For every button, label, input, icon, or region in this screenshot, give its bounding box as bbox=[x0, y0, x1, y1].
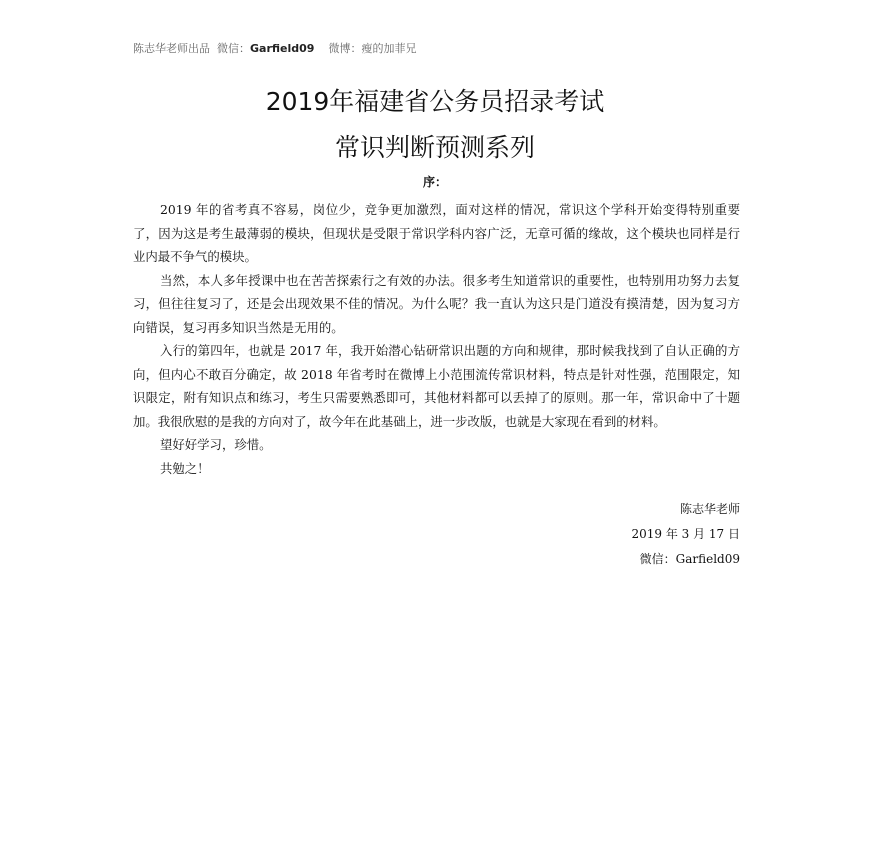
page-header bbox=[133, 40, 416, 56]
paragraph: 2019 年的省考真不容易，岗位少，竞争更加激烈，面对这样的情况，常识这个学科开始变得特别重要了，因为这是考生最薄弱的模块，但现状是受限于常识学科内容广泛，无章可循的缘故，这个模块也同样是行业内最不争气的模块。 bbox=[133, 202, 740, 264]
paragraph: 共勉之！ bbox=[160, 460, 210, 476]
document-title: 2019年福建省公务员招录考试 bbox=[265, 87, 605, 116]
header-wechat-label: 微信： bbox=[217, 42, 250, 55]
paragraph: 入行的第四年，也就是 2017 年，我开始潜心钻研常识出题的方向和规律，那时候我找到了自认正确的方向，但内心不敢百分确定，故 2018 年省考时在微博上小范围流传常识材料，特点是针对性强，范围限定，知识限定，附有知识点和练习，考生只需要熟悉即可，其他材料都可以丢掉了的原则。那一年，常识命中了十题加。我很欣慰的是我的方向对了，故今年在此基础上，进一步改版，也就是大家现在看到的材料。 bbox=[133, 343, 740, 429]
paragraph: 当然，本人多年授课中也在苦苦探索行之有效的办法。很多考生知道常识的重要性，也特别用功努力去复习，但往往复习了，还是会出现效果不佳的情况。为什么呢？我一直认为这只是门道没有摸清楚，因为复习方向错误，复习再多知识当然是无用的。 bbox=[133, 272, 740, 335]
header-author: 陈志华老师出品 bbox=[133, 42, 210, 55]
document-subtitle: 常识判断预测系列 bbox=[334, 133, 535, 162]
paragraph: 望好好学习，珍惜。 bbox=[160, 437, 272, 452]
header-weibo-label: 微博： bbox=[328, 42, 362, 55]
signature-date: 2019 年 3 月 17 日 bbox=[631, 527, 740, 541]
preface-label: 序： bbox=[422, 175, 447, 189]
signature-name: 陈志华老师 bbox=[679, 502, 740, 516]
preface-body bbox=[133, 198, 740, 480]
signature-wechat: 微信：Garfield09 bbox=[639, 552, 740, 566]
header-wechat-id: Garfield09 bbox=[250, 42, 315, 55]
header-weibo-name: 瘦的加菲兄 bbox=[361, 42, 417, 55]
